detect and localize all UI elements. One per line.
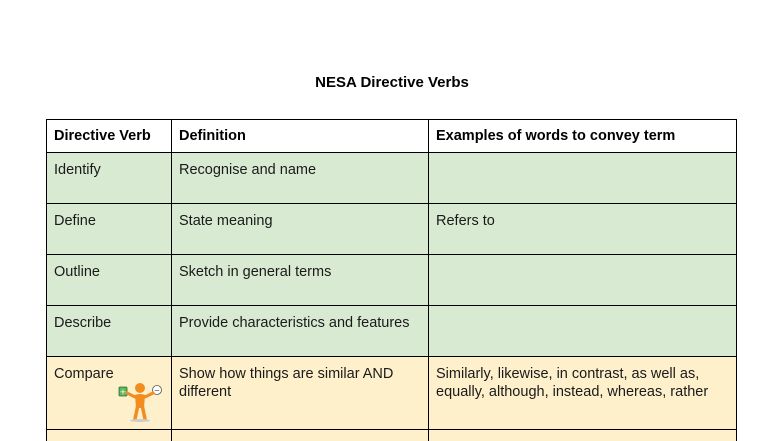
table-row [47, 357, 737, 430]
table-row [47, 306, 737, 357]
table-row [47, 153, 737, 204]
table-header-row [47, 120, 737, 153]
examples-cell [429, 306, 737, 357]
verb-cell: Define [47, 204, 172, 255]
verb-cell: Outline [47, 255, 172, 306]
definition-cell: Sketch in general terms [172, 255, 429, 306]
table-row [47, 255, 737, 306]
header-directive-verb: Directive Verb [47, 120, 172, 153]
balance-figure-icon [117, 377, 163, 423]
verb-cell: Describe [47, 306, 172, 357]
header-definition: Definition [172, 120, 429, 153]
examples-cell [429, 153, 737, 204]
definition-cell: Provide characteristics and features [172, 306, 429, 357]
header-examples: Examples of words to convey term [429, 120, 737, 153]
page-title: NESA Directive Verbs [315, 74, 469, 91]
definition-cell: Recognise and name [172, 153, 429, 204]
examples-cell [429, 430, 737, 441]
svg-text:−: − [154, 386, 160, 395]
table-row-cut-off [47, 430, 737, 441]
verb-cell: Compare + − [47, 357, 172, 430]
definition-cell: Show how things are similar AND different [172, 357, 429, 430]
definition-cell [172, 430, 429, 441]
examples-cell: Refers to [429, 204, 737, 255]
examples-cell: Similarly, likewise, in contrast, as well as, equally, although, instead, whereas, rather [429, 357, 737, 430]
svg-text:+: + [119, 387, 127, 397]
verb-cell [47, 430, 172, 441]
examples-cell [429, 255, 737, 306]
table-row [47, 204, 737, 255]
definition-cell: State meaning [172, 204, 429, 255]
directive-verbs-table [46, 119, 737, 441]
verb-cell: Identify [47, 153, 172, 204]
